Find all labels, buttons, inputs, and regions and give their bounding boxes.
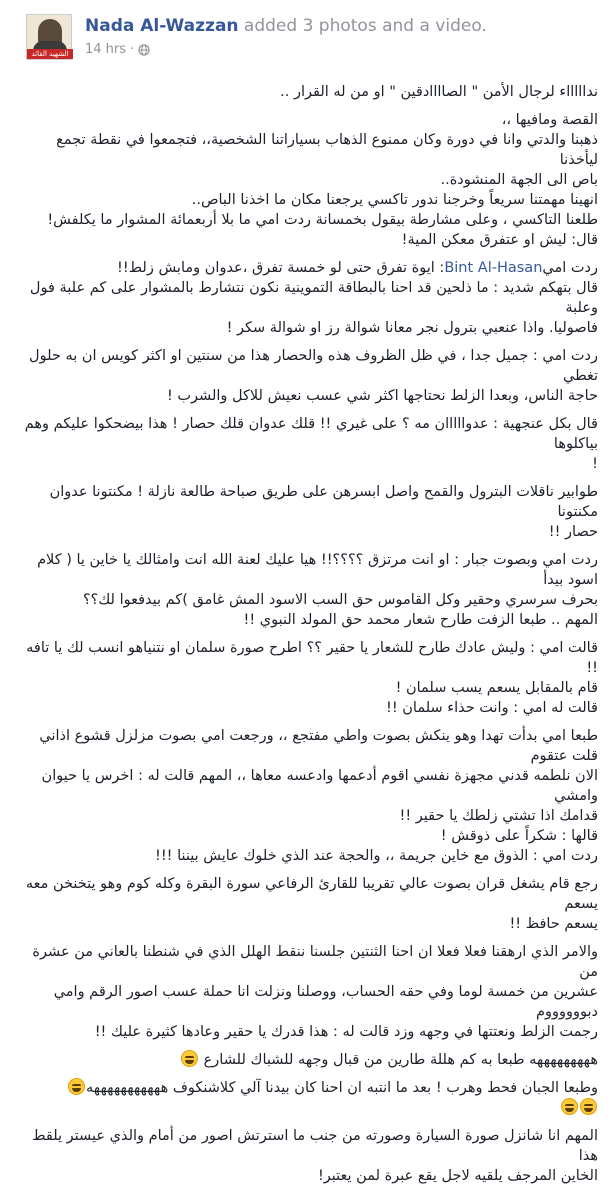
post-paragraph-8 [20,638,598,718]
post-paragraph-9 [20,726,598,866]
post-paragraph-4 [20,346,598,406]
post-line: قال: ليش او عتفرق معكن المية! [401,232,598,248]
post-text: وطبعا الجبان فحط وهرب ! بعد ما انتبه ان احنا كان بيدنا آلي كلاشنكوف هههههههههههه [86,1080,598,1096]
post-text: هههههههههه طبعا به كم هللة طارين من قبال وجهه للشباك للشارع [203,1052,598,1068]
post-paragraph-3 [20,258,598,338]
author-name-link[interactable]: Nada Al-Wazzan [85,16,239,36]
meta-separator: · [130,42,135,57]
post-line: الان نلطمه قدني مجهزة نفسي اقوم أدعمها وادعسه معاها ،، المهم قالت له : اخرس يا حيوان وامشي [41,768,598,804]
post-line: انهينا مهمتنا سريعاً وخرجنا ندور تاكسي يرجعنا مكان ما اخذنا الباص.. [191,192,598,208]
post-paragraph-5 [20,414,598,474]
post-paragraph-10 [20,874,598,934]
post-line: ! [592,456,598,472]
author-line [85,16,487,36]
laughing-face-icon [561,1098,578,1115]
post-line: رجمت الزلط ونعتتها في وجهه وزد قالت له : هذا قدرك يا حقير وعادها كثيرة عليك !! [94,1024,598,1040]
avatar[interactable] [26,14,72,60]
post-body [20,82,598,1194]
post-line: ردت امي : جميل جدا ، في ظل الظروف هذه والحصار هذا من سنتين او اكثر كويس ان به حلول تغطي [29,348,598,384]
post-line: حاجة الناس، وبعدا الزلط نحتاجها اكثر شي عسب نعيش للاكل والشرب ! [166,388,598,404]
post-line: والامر الذي ارهقنا فعلا فعلا ان احنا الثنتين جلسنا ننقط الهلل الذي في شنطنا بالعاني من عشرة من [32,944,598,980]
post-line: طلعنا التاكسي ، وعلى مشارطة بيقول بخمسانة ردت امي ما بلا أربعمائة المشوار ما يكلفش! [47,212,598,228]
post-text: ردت امي [542,260,598,276]
post-line: نداااااء لرجال الأمن " الصاااادقين " او من له القرار .. [280,84,598,100]
post-line: قال بتهكم شديد : ما ذلحين قد احنا بالبطاقة التموينية نكون نتشارط بالمشوار على كم علبة فول وعلبة [29,280,598,316]
post-line: قام بالمقابل يسعم يسب سلمان ! [395,680,598,696]
post-line: حصار !! [548,524,598,540]
post-text: : ايوة تفرق حتى لو خمسة تفرق ،عدوان ومابش زلط!! [117,260,445,276]
post-line: يسعم حافظ !! [509,916,598,932]
globe-icon[interactable] [138,44,150,56]
post-line [20,258,598,278]
post-line [20,1050,598,1070]
post-line: طوابير ناقلات البترول والقمح واصل ابسرهن على طريق صباحة طالعة نازلة ! مكنتونا عدوان مكنتونا [49,484,598,520]
post-line: قدامك اذا تشتي زلطك يا حقير !! [399,808,598,824]
post-action-text: added 3 photos and a video. [238,16,487,36]
post-line [20,1098,598,1118]
avatar-banner: الشهيد القائد [27,49,73,59]
post-line: ردت امي : الذوق مع خاين جريمة ،، والحجة عند الذي خلوك عايش بيننا !!! [155,848,598,864]
post-line: رجع قام يشغل قران بصوت عالي تقريبا للقارئ الرفاعي سورة البقرة وكله كوم وهو يتخنخن معه يسعم [25,876,598,912]
post-line: ردت امي وبصوت جبار : او انت مرتزق ؟؟؟؟!! هيا عليك لعنة الله انت وامثالك يا خاين يا ( كلام اسود بيدأ [37,552,598,588]
post-line: ذهبنا والدتي وانا في دورة وكان ممنوع الذهاب بسياراتنا الشخصية،، فتجمعوا في نقطة تجمع ليأخذنا [56,132,598,168]
laughing-face-icon [580,1098,597,1115]
post-meta [85,42,150,57]
post-paragraph-12 [20,1050,598,1070]
mention-link[interactable]: Bint Al-Hasan [444,260,543,276]
post-paragraph-1 [20,82,598,102]
post-line: باص الى الجهة المنشودة.. [440,172,598,188]
post-line: المهم انا شانزل صورة السيارة وصورته من جنب ما استرتش اصور من أمام والذي عيستر يلقط هذا [32,1128,598,1164]
post-paragraph-6 [20,482,598,542]
post-header [0,0,616,72]
post-line: قال بكل عنجهية : عدوااااان مه ؟ على غيري !! قلك عدوان قلك حصار ! هذا بيضحكوا عليكم وهم بياكلوها [24,416,598,452]
post-line: قالت له امي : وانت حذاء سلمان !! [386,700,598,716]
post-paragraph-13 [20,1078,598,1118]
laughing-face-icon [181,1050,198,1067]
post-paragraph-7 [20,550,598,630]
laughing-face-icon [68,1078,85,1095]
post-line [20,1078,598,1098]
post-line: فاصوليا. واذا عنعبي بترول نجر معانا شوالة رز او شوالة سكر ! [226,320,598,336]
post-line: عشرين من خمسة لوما وفي حقه الحساب، ووصلنا ونزلت انا حملة عسب اصور الرقم وامي دبووووووم [53,984,598,1020]
post-line: المهم .. طبعا الزفت طارح شعار محمد حق المولد النبوي !! [243,612,598,628]
post-paragraph-2 [20,110,598,250]
post-paragraph-11 [20,942,598,1042]
post-line: الخاين المرجف يلقيه لاجل يقع عبرة لمن يعتبر! [317,1168,598,1184]
post-line: قالها : شكراً على ذوقش ! [440,828,598,844]
post-line: القصة ومافيها ،، [501,112,598,128]
post-line: طبعا امي بدأت تهدا وهو ينكش بصوت واطي مفتجع ،، ورجعت امي بصوت مزلزل قشوع اذاني قلت عتقوم [39,728,598,764]
post-line: بحرف سرسري وحقير وكل القاموس حق السب الاسود المش غامق )كم بيدفعوا لك؟؟ [82,592,598,608]
post-line: قالت امي : وليش عادك طارح للشعار يا حقير ؟؟ اطرح صورة سلمان او نتنياهو انسب لك يا تافه !! [26,640,598,676]
post-timestamp[interactable]: 14 hrs [85,42,127,57]
post-paragraph-14 [20,1126,598,1186]
